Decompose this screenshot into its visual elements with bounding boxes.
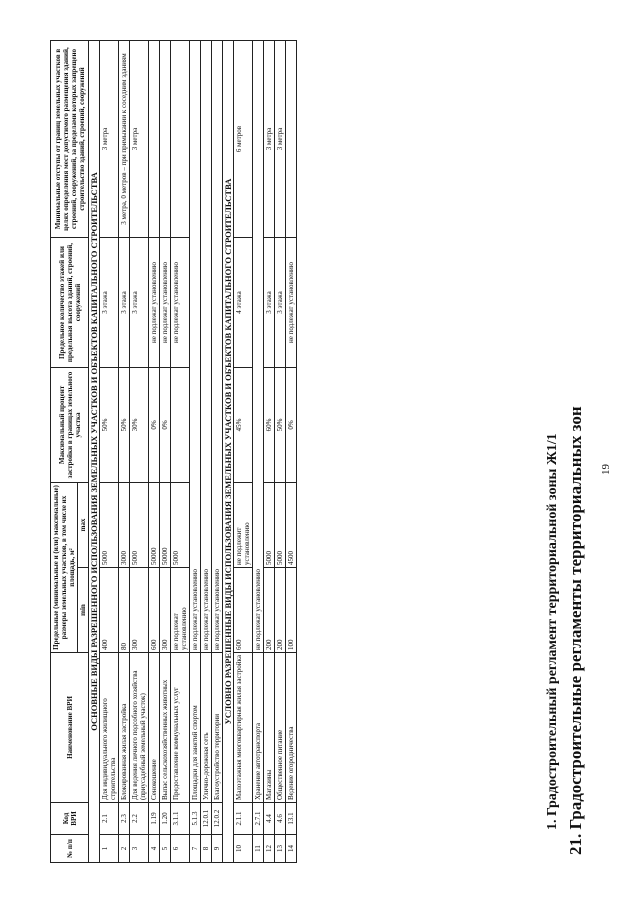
cell-name: Площадки для занятий спортом: [190, 653, 201, 803]
cell-name: Предоставление коммунальных услуг: [171, 653, 190, 803]
table-row: [190, 41, 201, 863]
cell-code: 2.2: [130, 803, 149, 835]
cell-code: 12.0.1: [201, 803, 212, 835]
cell-min: не подлежат установлению: [190, 41, 201, 653]
cell-min: 400: [100, 568, 119, 653]
table-row: [253, 41, 264, 863]
cell-name: Хранение автотранспорта: [253, 653, 264, 803]
table-row: [171, 41, 190, 863]
table-row: [264, 41, 275, 863]
cell-n: 7: [190, 835, 201, 863]
cell-max: не подлежит установлению: [234, 483, 253, 568]
cell-n: 8: [201, 835, 212, 863]
cell-code: 1.19: [149, 803, 160, 835]
section-row: [89, 41, 100, 863]
header-min: min: [78, 568, 89, 653]
cell-code: 2.1: [100, 803, 119, 835]
document-subtitle: 1. Градостроительный регламент территориальной зоны Ж1/1: [545, 433, 560, 830]
table-row: [160, 41, 171, 863]
header-area-group: Предельные (минимальные и (или) максимальные) размеры земельных участков, в том числе их площадь, м²: [51, 483, 78, 653]
table-body: [89, 41, 297, 863]
cell-floors: 3 этажа: [275, 238, 286, 368]
cell-name: Ведение огородничества: [286, 653, 297, 803]
cell-n: 3: [130, 835, 149, 863]
cell-name: Для индивидуального жилищного строительства: [100, 653, 119, 803]
cell-max: 5000: [100, 483, 119, 568]
header-setback: Минимальные отступы от границ земельных участков в целях определения мест допустимого размещения зданий, строений, сооружений, за пределами которых запрещено строительство зданий, строений, сооружений: [51, 41, 89, 238]
cell-min: 300: [130, 568, 149, 653]
cell-min: не подлежат установлению: [253, 41, 264, 653]
cell-setback: 3 метра: [275, 41, 286, 238]
cell-setback: [160, 41, 171, 238]
cell-floors: 3 этажа: [130, 238, 149, 368]
cell-name: Улично-дорожная сеть: [201, 653, 212, 803]
cell-setback: 3 метра: [264, 41, 275, 238]
cell-code: 2.3: [119, 803, 130, 835]
table-row: [275, 41, 286, 863]
cell-min: 100: [286, 568, 297, 653]
cell-name: Блокированная жилая застройка: [119, 653, 130, 803]
header-name: Наименование ВРИ: [51, 653, 89, 803]
cell-name: Магазины: [264, 653, 275, 803]
cell-name: Малоэтажная многоквартирная жилая застройка: [234, 653, 253, 803]
table-row: [234, 41, 253, 863]
cell-n: 10: [234, 835, 253, 863]
cell-max: 5000: [275, 483, 286, 568]
table-row: [201, 41, 212, 863]
cell-min: 200: [275, 568, 286, 653]
cell-pct: 50%: [119, 368, 130, 483]
cell-max: 4500: [286, 483, 297, 568]
cell-pct: 60%: [264, 368, 275, 483]
cell-code: 4.6: [275, 803, 286, 835]
cell-code: 1.20: [160, 803, 171, 835]
cell-max: 5000: [264, 483, 275, 568]
cell-max: 3000: [119, 483, 130, 568]
cell-n: 4: [149, 835, 160, 863]
header-code: Код ВРИ: [51, 803, 89, 835]
cell-name: Сенокошение: [149, 653, 160, 803]
cell-code: 4.4: [264, 803, 275, 835]
cell-n: 13: [275, 835, 286, 863]
cell-n: 1: [100, 835, 119, 863]
cell-setback: [171, 41, 190, 238]
cell-setback: 3 метра: [100, 41, 119, 238]
cell-min: не подлежат установлению: [212, 41, 223, 653]
cell-floors: 3 этажа: [264, 238, 275, 368]
cell-floors: не подлежат установлению: [171, 238, 190, 368]
table-row: [212, 41, 223, 863]
cell-pct: 50%: [100, 368, 119, 483]
header-row: [51, 41, 78, 863]
cell-n: 2: [119, 835, 130, 863]
cell-n: 14: [286, 835, 297, 863]
cell-code: 2.1.1: [234, 803, 253, 835]
table-row: [149, 41, 160, 863]
cell-pct: [171, 368, 190, 483]
cell-setback: 3 метра, 0 метров – при примыкании к соседним зданиям: [119, 41, 130, 238]
cell-code: 12.0.2: [212, 803, 223, 835]
cell-max: 50000: [149, 483, 160, 568]
cell-floors: не подлежат установлению: [160, 238, 171, 368]
cell-floors: 3 этажа: [100, 238, 119, 368]
cell-code: 2.7.1: [253, 803, 264, 835]
cell-name: Выпас сельскохозяйственных животных: [160, 653, 171, 803]
section-row: [223, 41, 234, 863]
cell-floors: не подлежат установлению: [286, 238, 297, 368]
table-row: [130, 41, 149, 863]
cell-n: 5: [160, 835, 171, 863]
cell-max: 5000: [171, 483, 190, 568]
cell-pct: 0%: [286, 368, 297, 483]
table-row: [119, 41, 130, 863]
header-percent: Максимальный процент застройки в границах земельного участка: [51, 368, 89, 483]
cell-min: 200: [264, 568, 275, 653]
cell-n: 11: [253, 835, 264, 863]
header-num: № п/п: [51, 835, 89, 863]
regulation-table: [50, 40, 297, 863]
cell-floors: не подлежат установлению: [149, 238, 160, 368]
cell-min: 600: [234, 568, 253, 653]
cell-pct: 30%: [130, 368, 149, 483]
table-row: [100, 41, 119, 863]
cell-max: 50000: [160, 483, 171, 568]
cell-setback: [149, 41, 160, 238]
cell-min: 300: [160, 568, 171, 653]
page-number: 19: [600, 464, 612, 475]
cell-name: Общественное питание: [275, 653, 286, 803]
cell-pct: 45%: [234, 368, 253, 483]
cell-min: не подлежат установлению: [171, 568, 190, 653]
cell-min: 80: [119, 568, 130, 653]
cell-pct: 0%: [149, 368, 160, 483]
cell-min: не подлежат установлению: [201, 41, 212, 653]
cell-max: 5000: [130, 483, 149, 568]
cell-setback: [286, 41, 297, 238]
header-max: max: [78, 483, 89, 568]
cell-code: 3.1.1: [171, 803, 190, 835]
cell-floors: 3 этажа: [119, 238, 130, 368]
cell-n: 6: [171, 835, 190, 863]
cell-n: 12: [264, 835, 275, 863]
cell-code: 5.1.3: [190, 803, 201, 835]
cell-pct: 0%: [160, 368, 171, 483]
cell-min: 600: [149, 568, 160, 653]
cell-pct: 50%: [275, 368, 286, 483]
cell-name: Благоустройство территории: [212, 653, 223, 803]
section-title: УСЛОВНО РАЗРЕШЕННЫЕ ВИДЫ ИСПОЛЬЗОВАНИЯ ЗЕМЕЛЬНЫХ УЧАСТКОВ И ОБЪЕКТОВ КАПИТАЛЬНОГО СТРОИТЕЛЬСТВА: [223, 41, 234, 863]
cell-name: Для ведения личного подсобного хозяйства (приусадебный земельный участок): [130, 653, 149, 803]
header-floors: Предельное количество этажей или предельная высота зданий, строений, сооружений: [51, 238, 89, 368]
cell-setback: 3 метра: [130, 41, 149, 238]
table-row: [286, 41, 297, 863]
cell-floors: 4 этажа: [234, 238, 253, 368]
cell-setback: 6 метров: [234, 41, 253, 238]
cell-code: 13.1: [286, 803, 297, 835]
document-title: 21. Градостроительные регламенты территориальных зон: [566, 406, 585, 855]
cell-n: 9: [212, 835, 223, 863]
section-title: ОСНОВНЫЕ ВИДЫ РАЗРЕШЕННОГО ИСПОЛЬЗОВАНИЯ ЗЕМЕЛЬНЫХ УЧАСТКОВ И ОБЪЕКТОВ КАПИТАЛЬНОГО СТРОИТЕЛЬСТВА: [89, 41, 100, 863]
